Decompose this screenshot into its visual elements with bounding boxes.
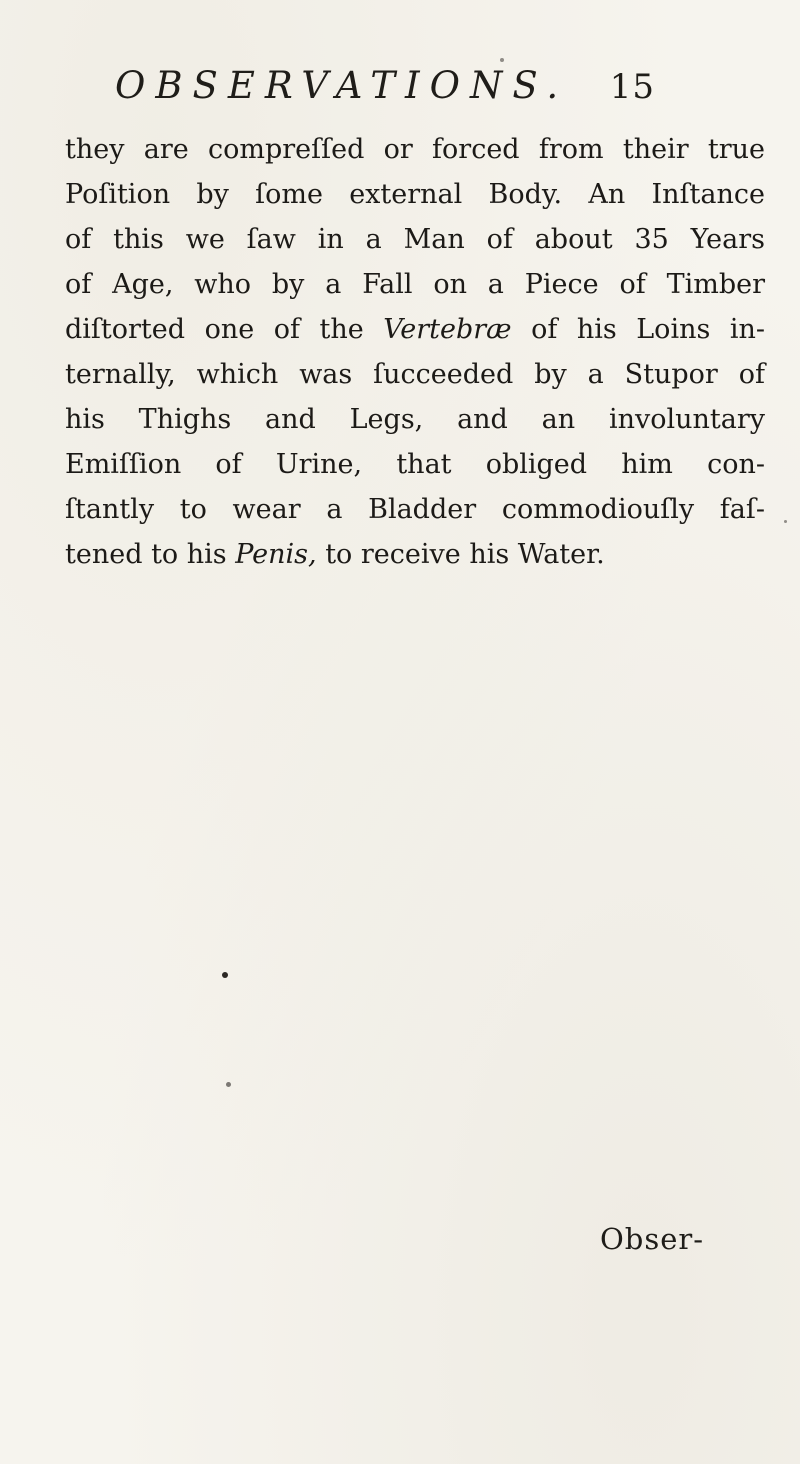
text-line: ſtantly to wear a Bladder commodiouſly faſ- [65, 494, 765, 525]
paper-speck [226, 1082, 231, 1087]
paper-speck [222, 972, 228, 978]
catchword: Obser- [600, 1222, 705, 1256]
text-line: Poſition by ſome external Body. An Inſtance [65, 179, 765, 210]
paper-speck [500, 58, 504, 62]
text-line: Emiſſion of Urine, that obliged him con- [65, 449, 765, 480]
paper-speck [784, 520, 787, 523]
running-title: OBSERVATIONS. [115, 64, 569, 107]
text-line: of this we ſaw in a Man of about 35 Years [65, 224, 765, 255]
text-line: of Age, who by a Fall on a Piece of Timber [65, 269, 765, 300]
text-line: ternally, which was ſucceeded by a Stupor of [65, 359, 765, 390]
text-line: they are compreſſed or forced from their true [65, 134, 765, 165]
body-paragraph [65, 127, 765, 577]
running-head [115, 64, 655, 114]
page-number: 15 [609, 67, 655, 107]
text-line: diſtorted one of the Vertebræ of his Loins in- [65, 314, 765, 345]
text-line-last: tened to his Penis, to receive his Water. [65, 539, 605, 570]
text-line: his Thighs and Legs, and an involuntary [65, 404, 765, 435]
